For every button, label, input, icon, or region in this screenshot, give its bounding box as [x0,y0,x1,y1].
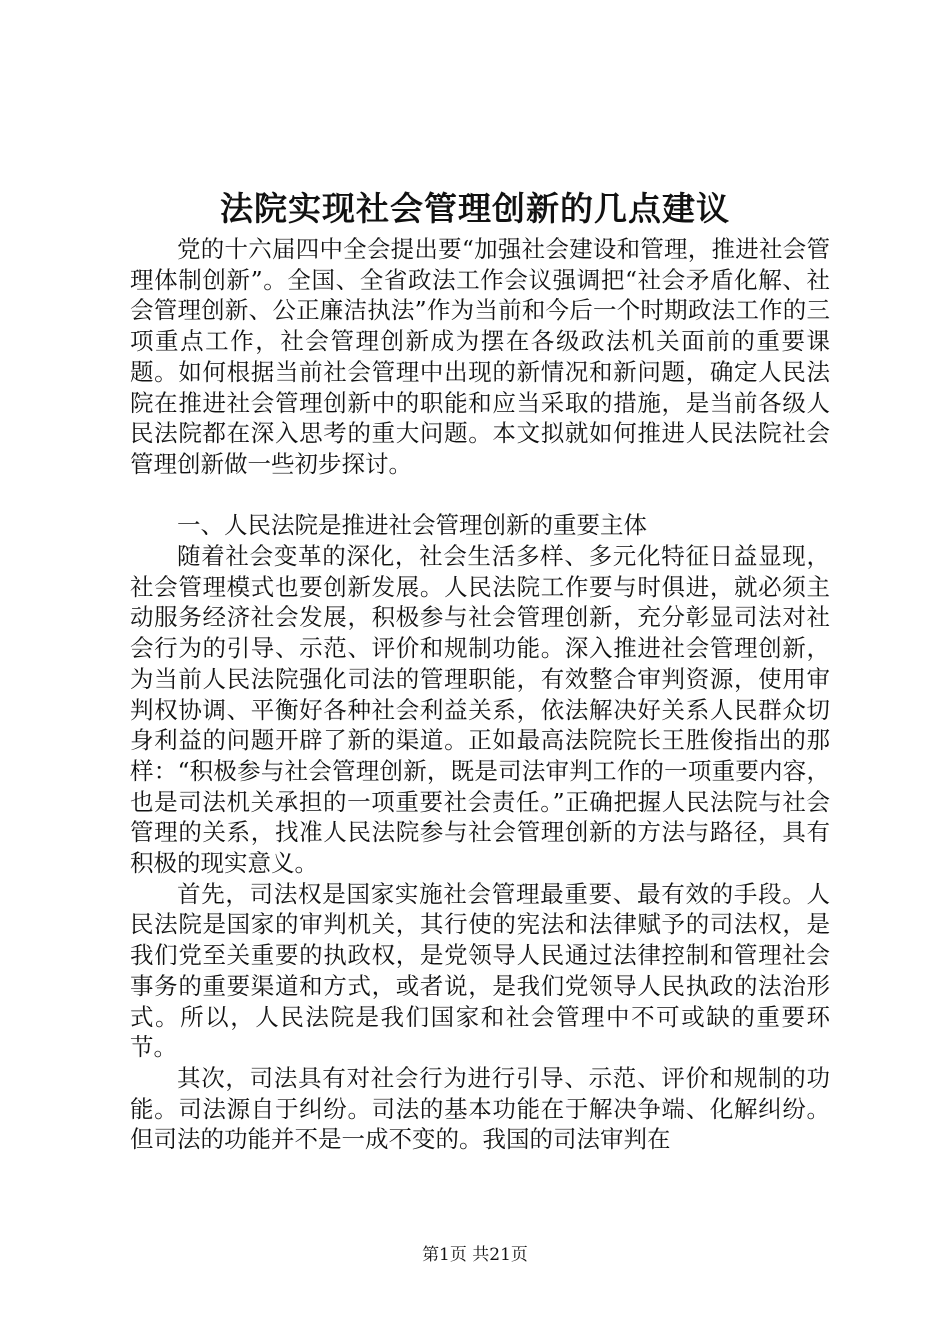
section-heading: 一、人民法院是推进社会管理创新的重要主体 [177,511,647,540]
document-body [130,234,830,1155]
body-paragraph: 其次，司法具有对社会行为进行引导、示范、评价和规制的功能。司法源自于纠纷。司法的基本功能在于解决争端、化解纠纷。但司法的功能并不是一成不变的。我国的司法审判在 [130,1063,830,1154]
body-paragraph: 随着社会变革的深化，社会生活多样、多元化特征日益显现，社会管理模式也要创新发展。人民法院工作要与时俱进，就必须主动服务经济社会发展，积极参与社会管理创新，充分彰显司法对社会行为的引导、示范、评价和规制功能。深入推进社会管理创新，为当前人民法院强化司法的管理职能，有效整合审判资源，使用审判权协调、平衡好各种社会利益关系，依法解决好关系人民群众切身利益的问题开辟了新的渠道。正如最高法院院长王胜俊指出的那样：“积极参与社会管理创新，既是司法审判工作的一项重要内容，也是司法机关承担的一项重要社会责任。”正确把握人民法院与社会管理的关系，找准人民法院参与社会管理创新的方法与路径，具有积极的现实意义。 [130,542,830,878]
body-paragraph: 首先，司法权是国家实施社会管理最重要、最有效的手段。人民法院是国家的审判机关，其行使的宪法和法律赋予的司法权，是我们党至关重要的执政权，是党领导人民通过法律控制和管理社会事务的重要渠道和方式，或者说，是我们党领导人民执政的法治形式。所以，人民法院是我们国家和社会管理中不可或缺的重要环节。 [130,879,830,1062]
paragraph-spacer [130,480,830,511]
intro-paragraph: 党的十六届四中全会提出要“加强社会建设和管理，推进社会管理体制创新”。全国、全省政法工作会议强调把“社会矛盾化解、社会管理创新、公正廉洁执法”作为当前和今后一个时期政法工作的三项重点工作，社会管理创新成为摆在各级政法机关面前的重要课题。如何根据当前社会管理中出现的新情况和新问题，确定人民法院在推进社会管理创新中的职能和应当采取的措施，是当前各级人民法院都在深入思考的重大问题。本文拟就如何推进人民法院社会管理创新做一些初步探讨。 [130,235,830,478]
document-title: 法院实现社会管理创新的几点建议 [220,189,730,228]
page-number-footer: 第1页 共21页 [422,1245,528,1265]
